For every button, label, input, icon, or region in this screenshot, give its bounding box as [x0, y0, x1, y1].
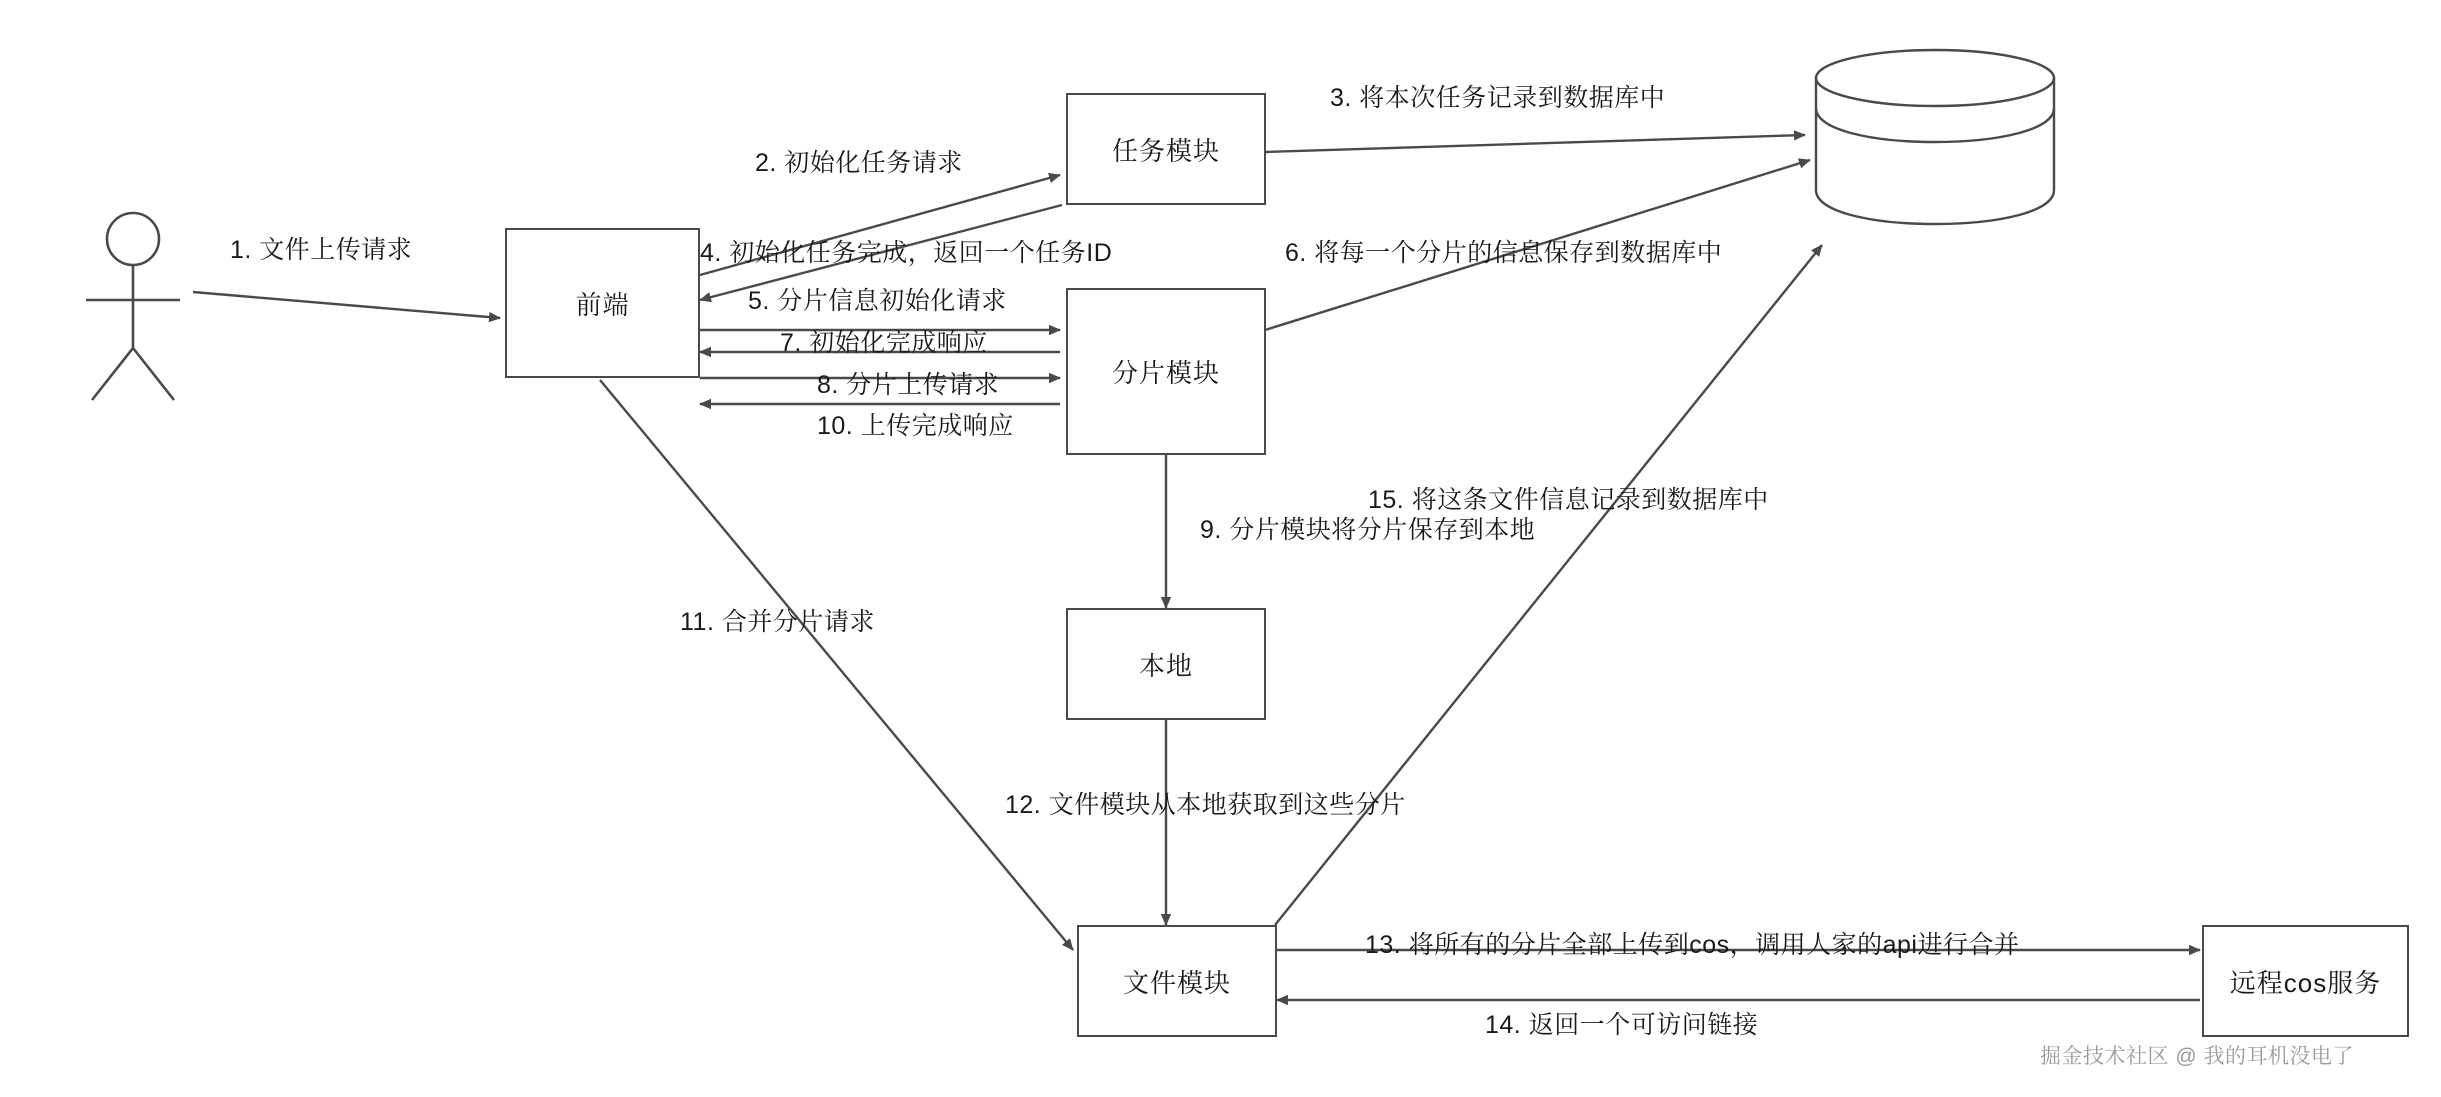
edge-label-9: 9. 分片模块将分片保存到本地	[1200, 516, 1536, 544]
edge-label-2: 2. 初始化任务请求	[755, 149, 963, 177]
edge-label-13: 13. 将所有的分片全部上传到cos，调用人家的api进行合并	[1365, 931, 2020, 959]
actor-stick-figure	[86, 213, 180, 400]
edge-label-12: 12. 文件模块从本地获取到这些分片	[1005, 791, 1406, 819]
node-frontend[interactable]	[505, 228, 700, 378]
edge-label-10: 10. 上传完成响应	[817, 412, 1014, 440]
edge-label-8: 8. 分片上传请求	[817, 371, 1000, 399]
node-task-module[interactable]	[1066, 93, 1266, 205]
edge-15	[1275, 245, 1822, 925]
node-shard-module-label: 分片模块	[1111, 358, 1220, 388]
watermark: 掘金技术社区 @ 我的耳机没电了	[2040, 1045, 2354, 1068]
edge-label-11: 11. 合并分片请求	[680, 608, 875, 636]
edge-3	[1265, 135, 1805, 152]
edge-label-7: 7. 初始化完成响应	[780, 329, 988, 357]
edge-label-15: 15. 将这条文件信息记录到数据库中	[1368, 486, 1769, 514]
node-shard-module[interactable]	[1066, 288, 1266, 455]
edge-label-1: 1. 文件上传请求	[230, 236, 413, 264]
edge-label-6: 6. 将每一个分片的信息保存到数据库中	[1285, 239, 1723, 267]
node-frontend-label: 前端	[575, 289, 630, 320]
edge-label-4: 4. 初始化任务完成，返回一个任务ID	[700, 239, 1113, 267]
edge-11	[600, 380, 1073, 950]
node-remote-cos-service[interactable]	[2202, 925, 2409, 1037]
edge-label-5: 5. 分片信息初始化请求	[748, 287, 1007, 315]
database-cylinder	[1816, 50, 2054, 224]
node-file-module-label: 文件模块	[1122, 967, 1231, 998]
node-task-module-label: 任务模块	[1111, 135, 1220, 166]
edge-1	[193, 292, 500, 318]
node-remote-cos-service-label: 远程cos服务	[2229, 967, 2382, 998]
edge-label-3: 3. 将本次任务记录到数据库中	[1330, 84, 1666, 112]
edge-label-14: 14. 返回一个可访问链接	[1485, 1011, 1759, 1039]
node-file-module[interactable]	[1077, 925, 1277, 1037]
node-local[interactable]	[1066, 608, 1266, 720]
node-local-label: 本地	[1138, 650, 1193, 681]
